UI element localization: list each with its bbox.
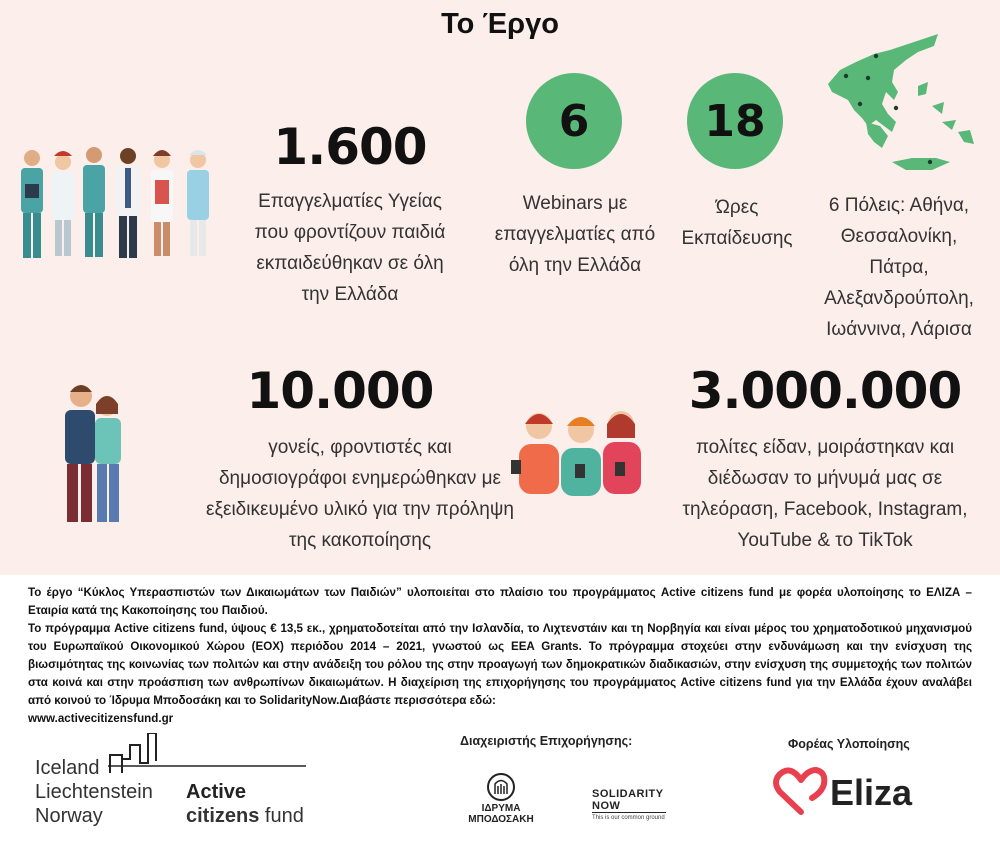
footer-paragraph: Το πρόγραμμα Active citizens fund, ύψους € 13,5 εκ., χρηματοδοτείται από την Ισλανδία, το Λιχτενστάιν και τη Νορβηγία και είναι μέρος του χρηματοδοτικού μηχανισμού του Ευρωπαϊκού Οικονομικού Χώρου (ΕΟΧ) περιόδου 2014 – 2021, γνωστού ως EEA Grants. Το πρόγραμμα στοχεύει στην ενδυνάμωση και την ενίσχυση της βιωσιμότητας της κοινωνίας των πολιτών και στην ανάδειξη του ρόλου της στην προαγωγή των δημοκρατικών διαδικασιών, στην ενίσχυση της συμμετοχής των πολιτών στα κοινά και στην προάσπιση των ανθρωπίνων δικαιωμάτων. Η διαχείριση της επιχορήγησης του προγράμματος Active citizens fund για την Ελλάδα έχουν αναλάβει από κοινού το Ίδρυμα Μποδοσάκη και το SolidarityNow.Διαβάστε περισσότερα εδώ: — [28, 622, 972, 707]
health-professionals-illustration — [12, 140, 222, 265]
stat-parents-number: 10.000 — [246, 362, 434, 420]
solidarity-tagline: This is our common ground — [592, 815, 665, 821]
stat-webinars-circle: 6 — [526, 73, 622, 169]
doctor-figure — [187, 150, 209, 256]
stat-hours-text: Ώρες Εκπαίδευσης — [681, 197, 793, 249]
implementer-label: Φορέας Υλοποίησης — [788, 737, 910, 751]
bodossaki-name-line2: ΜΠΟΔΟΣΑΚΗ — [468, 814, 534, 825]
stat-health-text: Επαγγελματίες Υγείας που φροντίζουν παιδιά εκπαιδεύθηκαν σε όλη την Ελλάδα — [254, 191, 446, 305]
footer-paragraph: Το έργο “Κύκλος Υπερασπιστών των Δικαιωμάτων των Παιδιών” υλοποιείται στο πλαίσιο του προγράμματος Active citizens fund με φορέα υλοποίησης το ΕΛΙΖΑ – Εταιρία κατά της Κακοποίησης του Παιδιού. — [28, 586, 972, 617]
eliza-wordmark: Eliza — [830, 772, 913, 813]
stat-citizens-number: 3.000.000 — [688, 362, 962, 420]
footer-link[interactable]: www.activecitizensfund.gr — [28, 712, 174, 725]
country-name: Liechtenstein — [35, 781, 153, 803]
acf-line1: Active — [186, 781, 247, 803]
acf-fund: fund — [259, 805, 304, 827]
parents-illustration — [45, 378, 145, 528]
solidarity-divider — [592, 812, 666, 813]
country-name: Iceland — [35, 757, 100, 779]
stat-citizens-text: πολίτες είδαν, μοιράστηκαν και διέδωσαν το μήνυμά μας σε τηλεόραση, Facebook, Instagram, YouTube & το TikTok — [682, 437, 968, 551]
bodossaki-name-line1: ΙΔΡΥΜΑ — [481, 803, 521, 814]
grant-manager-label: Διαχειριστής Επιχορήγησης: — [460, 734, 633, 748]
greece-map-icon — [822, 26, 980, 176]
acf-citizens: citizens — [186, 805, 260, 827]
acf-line2 — [186, 805, 304, 828]
eliza-heart-icon — [772, 762, 830, 818]
stat-hours-circle: 18 — [687, 73, 783, 169]
stat-cities-text: 6 Πόλεις: Αθήνα, Θεσσαλονίκη, Πάτρα, Αλεξανδρούπολη, Ιωάννινα, Λάρισα — [824, 195, 974, 340]
doctor-figure — [83, 147, 105, 257]
doctor-figure — [116, 148, 140, 258]
footer-text — [28, 584, 972, 728]
bodossaki-emblem-icon — [486, 772, 516, 802]
doctor-figure — [151, 150, 173, 256]
solidarity-line2: NOW — [592, 800, 621, 812]
stat-parents-text: γονείς, φροντιστές και δημοσιογράφοι ενημερώθηκαν με εξειδικευμένο υλικό για την πρόληψη της κακοποίησης — [206, 437, 514, 551]
doctor-figure — [21, 150, 43, 258]
page-title: Το Έργο — [441, 8, 559, 40]
stat-webinars-text: Webinars με επαγγελματίες από όλη την Ελλάδα — [494, 193, 656, 276]
doctor-figure — [52, 151, 74, 256]
country-name: Norway — [35, 805, 103, 827]
citizens-illustration — [505, 404, 655, 499]
eea-grants-mark-icon — [108, 733, 308, 773]
stat-health-number: 1.600 — [273, 118, 427, 176]
solidarity-line1: SOLIDARITY — [592, 788, 664, 800]
